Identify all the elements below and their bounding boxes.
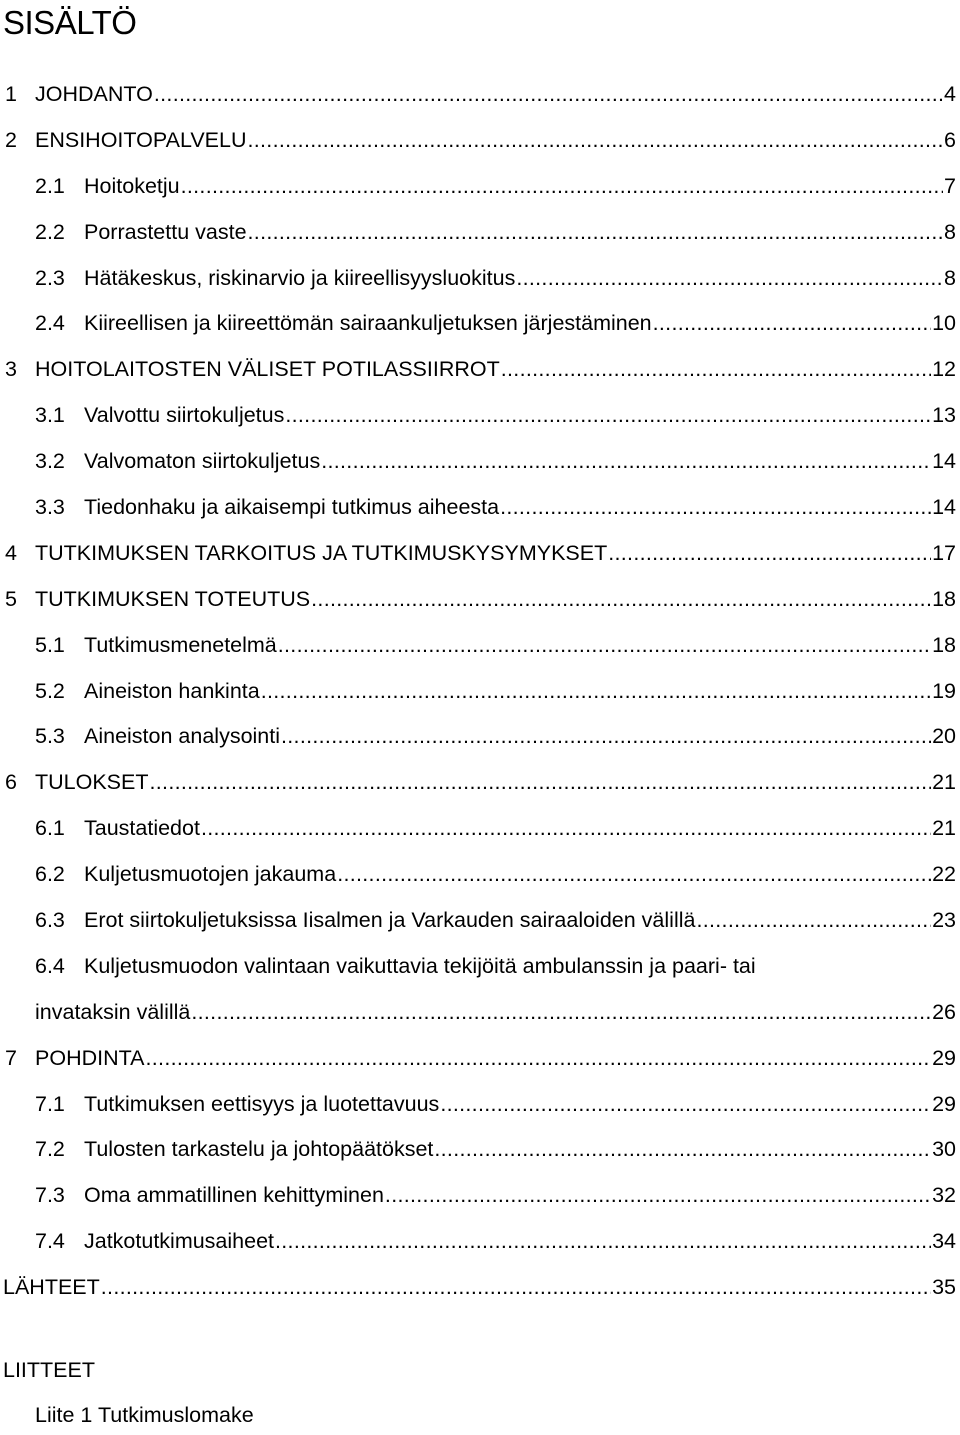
dot-leader [311, 577, 931, 623]
toc-entry-number: 3.2 [35, 449, 65, 474]
toc-entry-page: 22 [932, 862, 956, 887]
toc-entry-number: 6.1 [35, 816, 65, 841]
toc-entry-title: ENSIHOITOPALVELU [35, 127, 247, 152]
appendices-heading: LIITTEET [3, 1358, 95, 1382]
toc-entry-number: 2.3 [35, 265, 65, 290]
toc-entry-number: 2 [5, 127, 17, 152]
toc-entry[interactable] [0, 944, 960, 990]
toc-entry[interactable] [0, 72, 960, 118]
dot-leader [434, 1127, 931, 1173]
dot-leader [150, 760, 932, 806]
toc-entry-title: Erot siirtokuljetuksissa Iisalmen ja Varkauden sairaaloiden välillä [84, 908, 696, 933]
dot-leader [285, 393, 931, 439]
toc-entry[interactable] [0, 439, 960, 485]
toc-entry-page: 7 [944, 173, 956, 198]
dot-leader [146, 1036, 932, 1082]
dot-leader [247, 118, 943, 164]
dot-leader [696, 898, 931, 944]
dot-leader [201, 806, 931, 852]
dot-leader [278, 623, 931, 669]
toc-entry-page: 18 [932, 586, 956, 611]
toc-entry-page: 8 [944, 265, 956, 290]
dot-leader [385, 1173, 931, 1219]
toc-entry-title: Tulosten tarkastelu ja johtopäätökset [84, 1137, 434, 1162]
toc-entry[interactable] [0, 1082, 960, 1128]
toc-entry-title-continuation: invataksin välillä [35, 999, 191, 1024]
toc-entry-number: 6.3 [35, 908, 65, 933]
toc-entry-number: 1 [5, 82, 17, 106]
dot-leader [440, 1082, 931, 1128]
toc-entry-page: 21 [932, 770, 956, 795]
toc-entry-title: Tiedonhaku ja aikaisempi tutkimus aiheesta [84, 495, 500, 520]
toc-entry-title: TULOKSET [35, 770, 149, 795]
toc-entry-number: 7 [5, 1045, 17, 1070]
toc-entry-number: 6 [5, 770, 17, 795]
dot-leader [653, 301, 931, 347]
toc-entry[interactable] [0, 806, 960, 852]
toc-entry-number: 7.1 [35, 1091, 65, 1116]
toc-entry-title: Tutkimusmenetelmä [84, 632, 277, 657]
toc-entry-page: 21 [932, 816, 956, 841]
toc-entry[interactable] [0, 256, 960, 302]
dot-leader [181, 164, 943, 210]
toc-entry-title: Aineiston analysointi [84, 724, 281, 749]
toc-entry-page: 29 [932, 1045, 956, 1070]
dot-leader [154, 72, 943, 118]
toc-entry-title: Kuljetusmuotojen jakauma [84, 862, 337, 887]
dot-leader [281, 714, 931, 760]
toc-entry-number: 5 [5, 586, 17, 611]
toc-entry-number: 2.1 [35, 173, 65, 198]
toc-entry[interactable] [0, 485, 960, 531]
dot-leader [608, 531, 931, 577]
toc-entry[interactable] [0, 852, 960, 898]
toc-entry[interactable] [0, 623, 960, 669]
toc-entry-title: JOHDANTO [35, 82, 153, 106]
dot-leader [500, 485, 931, 531]
toc-entry[interactable] [0, 301, 960, 347]
toc-entry-page: 19 [932, 678, 956, 703]
toc-entry-number: 5.1 [35, 632, 65, 657]
appendix-item: Liite 1 Tutkimuslomake [35, 1403, 254, 1427]
toc-entry-title: Hätäkeskus, riskinarvio ja kiireellisyysluokitus [84, 265, 516, 290]
toc-entry-number: 7.4 [35, 1229, 65, 1254]
toc-entry[interactable] [0, 393, 960, 439]
dot-leader [275, 1219, 931, 1265]
toc-entry-page: 18 [932, 632, 956, 657]
toc-entry[interactable] [0, 1036, 960, 1082]
toc-entry[interactable] [0, 347, 960, 393]
toc-entry-number: 4 [5, 540, 17, 565]
toc-entry-title: TUTKIMUKSEN TOTEUTUS [35, 586, 311, 611]
toc-entry-page: 17 [932, 540, 956, 565]
toc-entry-page: 13 [932, 403, 956, 428]
dot-leader [101, 1265, 931, 1311]
toc-entry-page: 29 [932, 1091, 956, 1116]
toc-entry-title: LÄHTEET [3, 1275, 100, 1300]
toc-entry-page: 34 [932, 1229, 956, 1254]
dot-leader [261, 669, 931, 715]
toc-entry-title: Taustatiedot [84, 816, 200, 841]
toc-entry[interactable] [0, 577, 960, 623]
toc-entry-number: 6.2 [35, 862, 65, 887]
toc-entry-number: 3.1 [35, 403, 65, 428]
toc-entry[interactable] [0, 1173, 960, 1219]
toc-entry-title: Valvottu siirtokuljetus [84, 403, 285, 428]
toc-entry-number: 2.4 [35, 311, 65, 336]
toc-entry-title: TUTKIMUKSEN TARKOITUS JA TUTKIMUSKYSYMYKSET [35, 540, 608, 565]
toc-entry-page: 14 [932, 449, 956, 474]
toc-entry-number: 7.2 [35, 1137, 65, 1162]
toc-entry-page: 4 [944, 82, 956, 106]
toc-entry-number: 5.3 [35, 724, 65, 749]
toc-entry[interactable] [0, 531, 960, 577]
table-of-contents [0, 72, 960, 1311]
dot-leader [516, 256, 943, 302]
dot-leader [337, 852, 931, 898]
toc-entry[interactable] [0, 1127, 960, 1173]
toc-entry-page: 30 [932, 1137, 956, 1162]
toc-entry-page: 8 [944, 219, 956, 244]
toc-entry-title: Valvomaton siirtokuljetus [84, 449, 321, 474]
toc-entry[interactable] [0, 714, 960, 760]
dot-leader [248, 210, 944, 256]
dot-leader [321, 439, 931, 485]
toc-entry-title: POHDINTA [35, 1045, 145, 1070]
toc-entry-title: Kuljetusmuodon valintaan vaikuttavia tekijöitä ambulanssin ja paari- tai [84, 953, 756, 978]
toc-entry-page: 12 [932, 357, 956, 382]
toc-entry-page: 20 [932, 724, 956, 749]
page-title: SISÄLTÖ [3, 4, 137, 41]
toc-entry-page: 10 [932, 311, 956, 336]
toc-entry[interactable] [0, 760, 960, 806]
toc-entry-page: 35 [932, 1275, 956, 1300]
toc-entry-page: 32 [932, 1183, 956, 1208]
toc-entry[interactable] [0, 210, 960, 256]
toc-entry[interactable] [0, 669, 960, 715]
toc-entry-number: 2.2 [35, 219, 65, 244]
toc-entry-page: 26 [932, 999, 956, 1024]
toc-entry-continuation[interactable] [0, 990, 960, 1036]
dot-leader [191, 990, 931, 1036]
toc-entry-page: 23 [932, 908, 956, 933]
toc-entry[interactable] [0, 1265, 960, 1311]
toc-entry-title: Tutkimuksen eettisyys ja luotettavuus [84, 1091, 440, 1116]
toc-entry-number: 6.4 [35, 953, 65, 978]
toc-entry-page: 14 [932, 495, 956, 520]
toc-entry[interactable] [0, 1219, 960, 1265]
toc-entry-title: Jatkotutkimusaiheet [84, 1229, 275, 1254]
toc-entry[interactable] [0, 164, 960, 210]
toc-entry-title: Oma ammatillinen kehittyminen [84, 1183, 384, 1208]
toc-entry-number: 3 [5, 357, 17, 382]
toc-entry-number: 5.2 [35, 678, 65, 703]
toc-entry-title: HOITOLAITOSTEN VÄLISET POTILASSIIRROT [35, 357, 500, 382]
toc-entry-page: 6 [944, 127, 956, 152]
toc-entry-number: 3.3 [35, 495, 65, 520]
toc-entry-title: Hoitoketju [84, 173, 180, 198]
dot-leader [501, 347, 931, 393]
toc-entry[interactable] [0, 898, 960, 944]
toc-entry-title: Aineiston hankinta [84, 678, 260, 703]
toc-entry-title: Porrastettu vaste [84, 219, 247, 244]
toc-entry-title: Kiireellisen ja kiireettömän sairaankuljetuksen järjestäminen [84, 311, 652, 336]
toc-entry-number: 7.3 [35, 1183, 65, 1208]
toc-entry[interactable] [0, 118, 960, 164]
